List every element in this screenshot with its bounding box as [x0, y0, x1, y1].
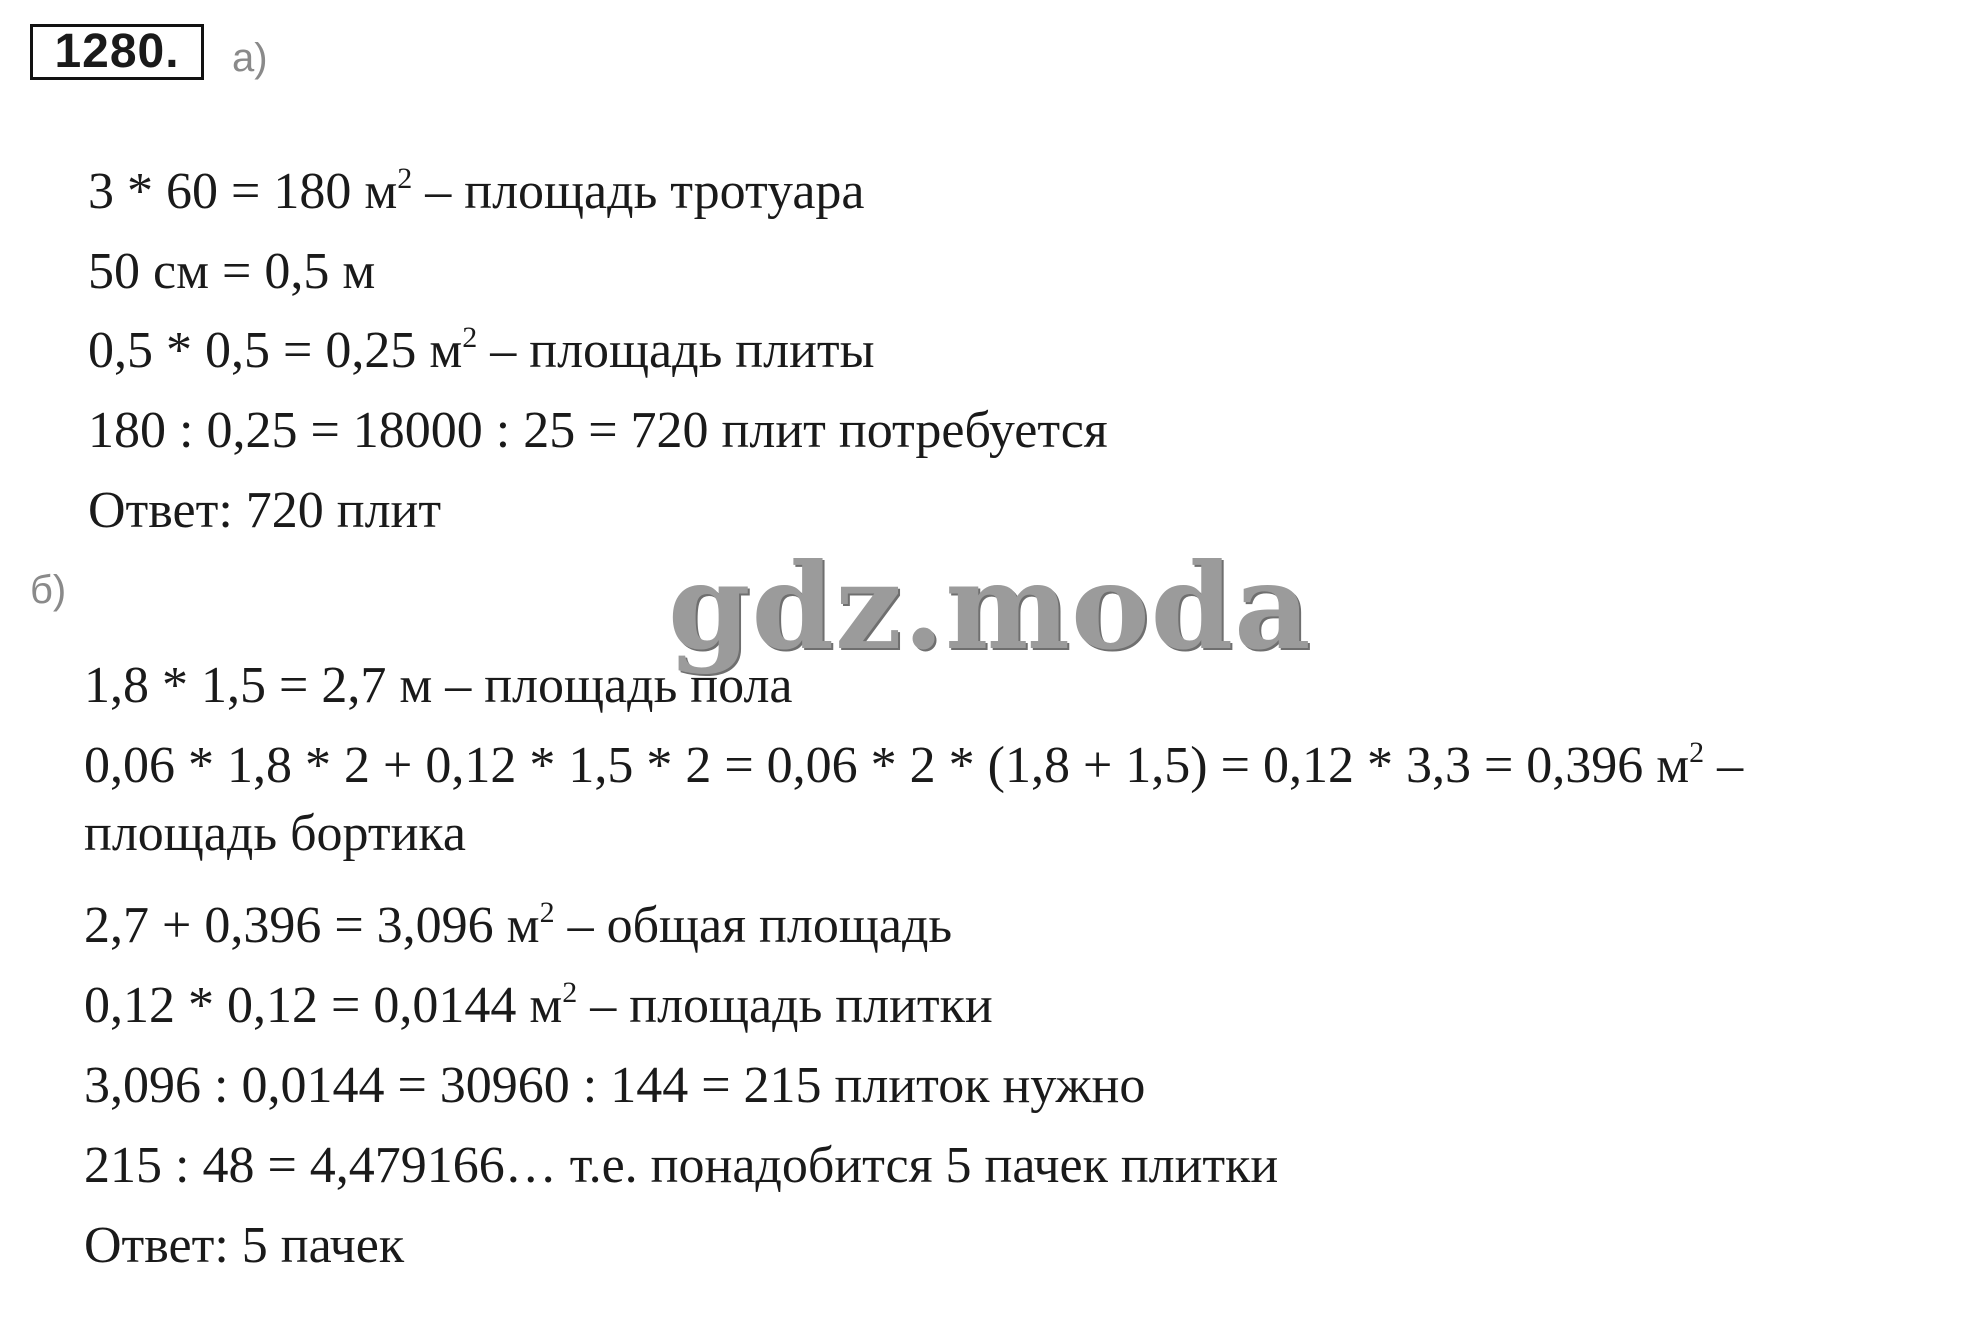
problem-number: 1280. — [30, 24, 204, 80]
part-b-answer: Ответ: 5 пачек — [84, 1217, 405, 1274]
part-b-line-3: площадь бортика — [84, 805, 466, 862]
part-a-line-4: 180 : 0,25 = 18000 : 25 = 720 плит потребуется — [88, 402, 1108, 459]
part-b-label: б) — [30, 568, 67, 612]
part-a-label: а) — [232, 36, 268, 80]
watermark-logo: gdz.moda — [668, 537, 1312, 676]
part-a-answer: Ответ: 720 плит — [88, 482, 442, 539]
part-b-line-2: 0,06 * 1,8 * 2 + 0,12 * 1,5 * 2 = 0,06 * 2 * (1,8 + 1,5) = 0,12 * 3,3 = 0,396 $м^2$ – — [84, 735, 1744, 794]
part-a-line-3: 0,5 * 0,5 = 0,25 $м^2$ – площадь плиты — [88, 320, 875, 379]
part-a-line-2: 50 см = 0,5 м — [88, 243, 376, 300]
part-b-line-6: 3,096 : 0,0144 = 30960 : 144 = 215 плиток нужно — [84, 1057, 1146, 1114]
part-b-line-1: 1,8 * 1,5 = 2,7 м – площадь пола — [84, 657, 793, 714]
part-b-line-7: 215 : 48 = 4,479166… т.е. понадобится 5 пачек плитки — [84, 1137, 1279, 1194]
part-b-line-5: 0,12 * 0,12 = 0,0144 $м^2$ – площадь плитки — [84, 975, 993, 1034]
part-b-line-4: 2,7 + 0,396 = 3,096 $м^2$ – общая площадь — [84, 895, 953, 954]
part-a-line-1: 3 * 60 = 180 $м^2$ – площадь тротуара — [88, 161, 865, 220]
